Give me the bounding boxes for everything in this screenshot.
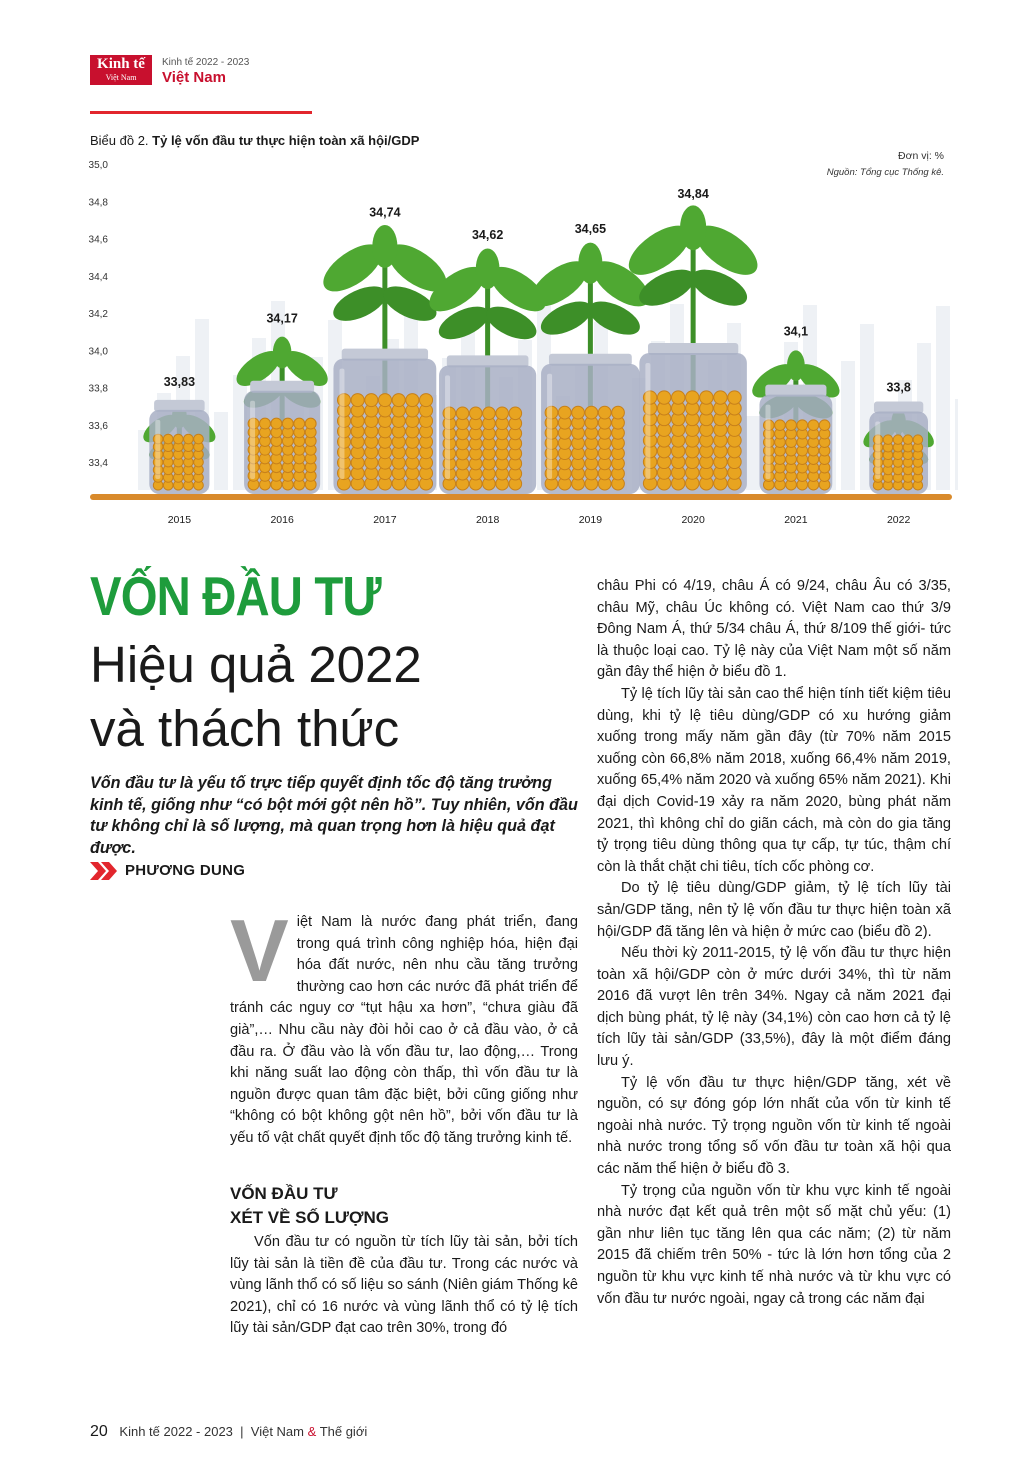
background-building bbox=[746, 416, 760, 490]
chart-bar-jar-2018 bbox=[422, 248, 553, 494]
y-tick-label: 34,6 bbox=[88, 234, 108, 246]
background-building bbox=[936, 306, 950, 490]
chart-title bbox=[90, 133, 419, 148]
footer-ampersand: & bbox=[307, 1424, 317, 1439]
footer-magazine: Kinh tế 2022 - 2023 bbox=[119, 1424, 233, 1439]
body-column-left-bottom bbox=[230, 1232, 578, 1340]
body-paragraph-r6: Tỷ trọng của nguồn vốn từ khu vực kinh tế ngoài nhà nước đạt kết quả trên một số mặt chủ yếu: (1) gần như liên tục tăng lên qua các năm; (2) từ năm 2015 đã chiếm trên 50% - tức là lớn hơn tổng của 2 nguồn từ khu vực kinh tế nhà nước và từ khu vực có vốn đầu tư nước ngoài, ngay cả trong các năm đại bbox=[597, 1182, 951, 1307]
data-label-2015: 33,83 bbox=[163, 374, 196, 389]
footer-section-a: Việt Nam bbox=[250, 1424, 304, 1439]
header-divider bbox=[90, 111, 312, 114]
data-label-2021: 34,1 bbox=[783, 324, 809, 339]
background-building bbox=[214, 412, 228, 490]
lead-paragraph: Vốn đầu tư là yếu tố trực tiếp quyết định tốc độ tăng trưởng kinh tế, giống như “có bột mới gột nên hồ”. Tuy nhiên, vốn đầu tư không chỉ là số lượng, mà quan trọng hơn là hiệu quả đạt được. bbox=[90, 774, 578, 857]
body-paragraph-1 bbox=[230, 901, 578, 1150]
background-building bbox=[841, 361, 855, 490]
chart-source: Nguồn: Tổng cục Thống kê. bbox=[826, 167, 944, 178]
body-paragraph-r4: Nếu thời kỳ 2011-2015, tỷ lệ vốn đầu tư thực hiện toàn xã hội/GDP còn ở mức dưới 34%, thì từ năm 2016 đã vượt lên trên 34%. Ngay cả năm 2021 đại dịch bùng phát, tỷ lệ này (34,1%) còn cao hơn cả tỷ lệ tích lũy tài sản/GDP (33,5%), đây là một điểm đáng lưu ý. bbox=[597, 945, 951, 1070]
body-paragraph-r5: Tỷ lệ vốn đầu tư thực hiện/GDP tăng, xét về nguồn, có sự đóng góp lớn nhất của vốn từ kinh tế ngoài nhà nước. Tỷ trọng nguồn vốn từ kinh tế ngoài nhà nước trong tổng số vốn đầu tư toàn xã hội qua các năm thể hiện ở biểu đồ 3. bbox=[597, 1074, 951, 1178]
logo-line-2: Việt Nam bbox=[105, 73, 137, 82]
x-tick-label-2020: 2020 bbox=[681, 514, 705, 526]
magazine-logo bbox=[90, 55, 152, 85]
logo-line-1: Kinh tế bbox=[97, 56, 145, 72]
chart-title-text: Tỷ lệ vốn đầu tư thực hiện toàn xã hội/GDP bbox=[152, 133, 420, 148]
body-paragraph-2: Vốn đầu tư có nguồn từ tích lũy tài sản, bởi tích lũy tài sản là tiền đề của đầu tư. Trong các nước và vùng lãnh thổ có số liệu so sánh (Niên giám Thống kê 2021), chỉ có 16 nước và vùng lãnh thổ có tỷ lệ tích lũy tài sản/GDP đạt cao trên 30%, trong đó bbox=[230, 1234, 578, 1337]
headline-line-2: và thách thức bbox=[90, 700, 400, 757]
subheading bbox=[230, 1182, 389, 1230]
y-tick-label: 33,6 bbox=[88, 420, 108, 432]
page-number: 20 bbox=[90, 1423, 108, 1440]
subheading-line-2: XÉT VỀ SỐ LƯỢNG bbox=[230, 1208, 389, 1227]
body-column-left-top bbox=[230, 901, 578, 1150]
x-tick-label-2018: 2018 bbox=[475, 514, 500, 526]
y-tick-label: 34,4 bbox=[88, 271, 108, 283]
body-paragraph-r2: Tỷ lệ tích lũy tài sản cao thể hiện tính tiết kiệm tiêu dùng, khi tỷ lệ tiêu dùng/GDP có xu hướng giảm xuống trong mấy năm gần đây (từ 70% năm 2015 xuống còn 66,8% năm 2018, xuống 66,4% năm 2019, xuống 65,4% năm 2020 và xuống 65% năm 2021). Khi đại dịch Covid-19 xảy ra năm 2020, bùng phát năm 2021, thì không chỉ do giãn cách, mà còn do gia tăng tỷ trọng tiêu dùng thông qua tự cấp, tự túc, thậm chí còn là thắt chặt chi tiêu, tích cốc phòng cơ. bbox=[597, 685, 951, 875]
chart-bar-jar-2019 bbox=[524, 243, 657, 494]
body-column-right bbox=[597, 576, 951, 1310]
background-building bbox=[955, 399, 958, 490]
subheading-line-1: VỐN ĐẦU TƯ bbox=[230, 1184, 338, 1203]
y-tick-label: 34,8 bbox=[88, 197, 108, 209]
y-tick-label: 33,4 bbox=[88, 458, 108, 469]
body-paragraph-r1: châu Phi có 4/19, châu Á có 9/24, châu Âu có 3/35, châu Mỹ, châu Úc không có. Việt Nam cao thứ 3/9 Đông Nam Á, thứ 5/34 châu Á, thứ 8/109 thế giới- tức là thuộc loại cao. Tỷ lệ này của Việt Nam một số năm gần đây thể hiện ở biểu đồ 1. bbox=[597, 578, 951, 681]
x-tick-label-2016: 2016 bbox=[270, 514, 294, 526]
body-paragraph-r3: Do tỷ lệ tiêu dùng/GDP giảm, tỷ lệ tích lũy tài sản/GDP tăng, nên tỷ lệ vốn đầu tư thực hiện toàn xã hội/GDP đã tăng lên và hiện ở mức cao (biểu đồ 2). bbox=[597, 880, 951, 940]
y-tick-label: 33,8 bbox=[88, 383, 108, 395]
headline-green: VỐN ĐẦU TƯ bbox=[90, 565, 381, 627]
x-tick-label-2021: 2021 bbox=[784, 514, 808, 526]
paragraph-1-text: iệt Nam là nước đang phát triển, đang trong quá trình công nghiệp hóa, hiện đại hóa đất nước, nên nhu cầu tăng trưởng thường cao hơn các nước đã phát triển để tránh các nguy cơ “tụt hậu xa hơn”, “chưa giàu đã già”,… Nhu cầu này đòi hỏi cao ở cả đầu vào, ở cả đầu ra. Ở đầu vào là vốn đầu tư, lao động,… Trong khi năng suất lao động còn thấp, thì vốn đầu tư là nguồn được quan tâm đặc biệt, bởi cũng giống như “không có bột không gột nên hồ”, bởi vốn đầu tư là yếu tố vật chất quyết định tốc độ tăng trưởng kinh tế. bbox=[230, 914, 578, 1146]
y-tick-label: 34,0 bbox=[88, 346, 108, 358]
x-tick-label-2019: 2019 bbox=[578, 514, 603, 526]
headline-line-1: Hiệu quả 2022 bbox=[90, 636, 422, 693]
author-name: PHƯƠNG DUNG bbox=[125, 862, 246, 879]
chart-bar-jar-2020 bbox=[621, 205, 766, 494]
data-label-2019: 34,65 bbox=[574, 222, 607, 237]
data-label-2022: 33,8 bbox=[886, 380, 911, 395]
header-subtitle: Kinh tế 2022 - 2023 bbox=[162, 57, 250, 68]
page-footer bbox=[90, 1423, 367, 1441]
dropcap-letter: V bbox=[230, 901, 289, 1000]
footer-section-b: Thế giới bbox=[319, 1424, 368, 1439]
y-tick-label: 34,2 bbox=[88, 309, 108, 320]
data-label-2020: 34,84 bbox=[677, 186, 709, 201]
author-arrow-icon bbox=[90, 862, 120, 880]
data-label-2016: 34,17 bbox=[266, 311, 298, 326]
header-title: Việt Nam bbox=[162, 69, 226, 86]
data-label-2018: 34,62 bbox=[471, 227, 504, 242]
footer-separator: | bbox=[240, 1424, 244, 1439]
y-tick-label: 35,0 bbox=[88, 160, 108, 171]
chart-shelf bbox=[90, 494, 952, 500]
x-tick-label-2015: 2015 bbox=[167, 514, 192, 526]
investment-gdp-chart bbox=[88, 150, 958, 535]
chart-bar-jar-2021 bbox=[747, 350, 845, 494]
data-label-2017: 34,74 bbox=[369, 205, 401, 220]
x-tick-label-2022: 2022 bbox=[886, 514, 911, 526]
chart-title-prefix: Biểu đồ 2. bbox=[90, 133, 153, 148]
x-tick-label-2017: 2017 bbox=[373, 514, 397, 526]
chart-unit: Đơn vị: % bbox=[898, 150, 944, 162]
